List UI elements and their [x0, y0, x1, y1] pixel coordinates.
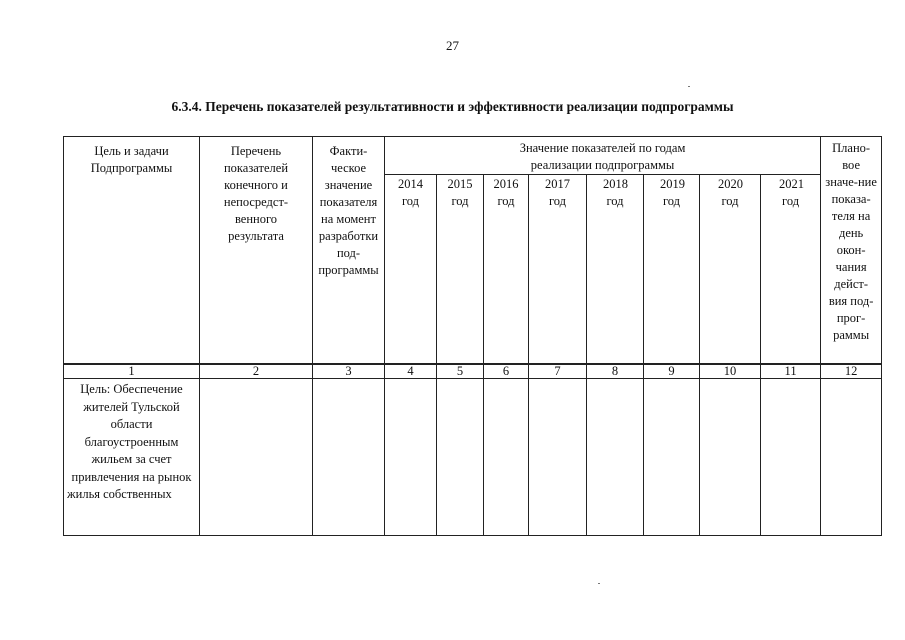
empty-cell	[700, 379, 761, 536]
section-title: 6.3.4. Перечень показателей результативности и эффективности реализации подпрограммы	[171, 99, 734, 114]
empty-cell	[484, 379, 529, 536]
empty-cell	[529, 379, 587, 536]
empty-cell	[437, 379, 484, 536]
year-cell	[761, 175, 821, 365]
year-cell	[700, 175, 761, 365]
header-goals-text: Цель и задачи Подпрограммы	[90, 144, 173, 175]
page-number: 27	[446, 38, 459, 53]
year-label: 2015 год	[447, 177, 473, 208]
column-number: 12	[821, 364, 882, 379]
goal-cell: Цель: Обеспечение жителей Тульской области благоустроенным жильем за счет привлечения на рынок жилья собственных	[64, 379, 200, 536]
column-number: 5	[437, 364, 484, 379]
column-number: 1	[64, 364, 200, 379]
column-number: 2	[200, 364, 313, 379]
year-cell	[484, 175, 529, 365]
empty-cell	[761, 379, 821, 536]
empty-cell	[821, 379, 882, 536]
header-indicators-text: Перечень показателей конечного и непосредст-венного результата	[223, 144, 289, 243]
scan-speck	[688, 86, 690, 87]
empty-cell	[587, 379, 644, 536]
column-number: 8	[587, 364, 644, 379]
indicators-table	[63, 136, 882, 536]
column-number: 3	[313, 364, 385, 379]
header-actual	[313, 137, 385, 365]
column-number: 9	[644, 364, 700, 379]
year-label: 2021 год	[779, 177, 804, 208]
column-number: 7	[529, 364, 587, 379]
column-number: 11	[761, 364, 821, 379]
table-row	[64, 379, 882, 536]
header-row-top	[64, 137, 882, 175]
empty-cell	[313, 379, 385, 536]
column-number: 4	[385, 364, 437, 379]
header-planned-text: Плано-вое значе-ние показа-теля на день окон-чания дейст-вия под-прог-раммы	[825, 141, 877, 342]
year-label: 2019 год	[660, 177, 685, 208]
year-label: 2017 год	[545, 177, 570, 208]
column-number: 6	[484, 364, 529, 379]
header-planned	[821, 137, 882, 365]
column-number: 10	[700, 364, 761, 379]
column-numbers-row	[64, 364, 882, 379]
empty-cell	[644, 379, 700, 536]
year-cell	[644, 175, 700, 365]
header-actual-text: Факти-ческое значение показателя на момент разработки под-программы	[318, 144, 379, 277]
year-label: 2020 год	[718, 177, 743, 208]
scan-speck	[598, 583, 600, 584]
header-yearly-group-text: Значение показателей по годам реализации подпрограммы	[519, 141, 686, 172]
year-label: 2016 год	[493, 177, 519, 208]
header-goals	[64, 137, 200, 365]
year-cell	[437, 175, 484, 365]
year-label: 2014 год	[398, 177, 423, 208]
empty-cell	[385, 379, 437, 536]
empty-cell	[200, 379, 313, 536]
header-indicators	[200, 137, 313, 365]
year-label: 2018 год	[603, 177, 628, 208]
header-yearly-group	[385, 137, 821, 175]
year-cell	[385, 175, 437, 365]
year-cell	[587, 175, 644, 365]
year-cell	[529, 175, 587, 365]
